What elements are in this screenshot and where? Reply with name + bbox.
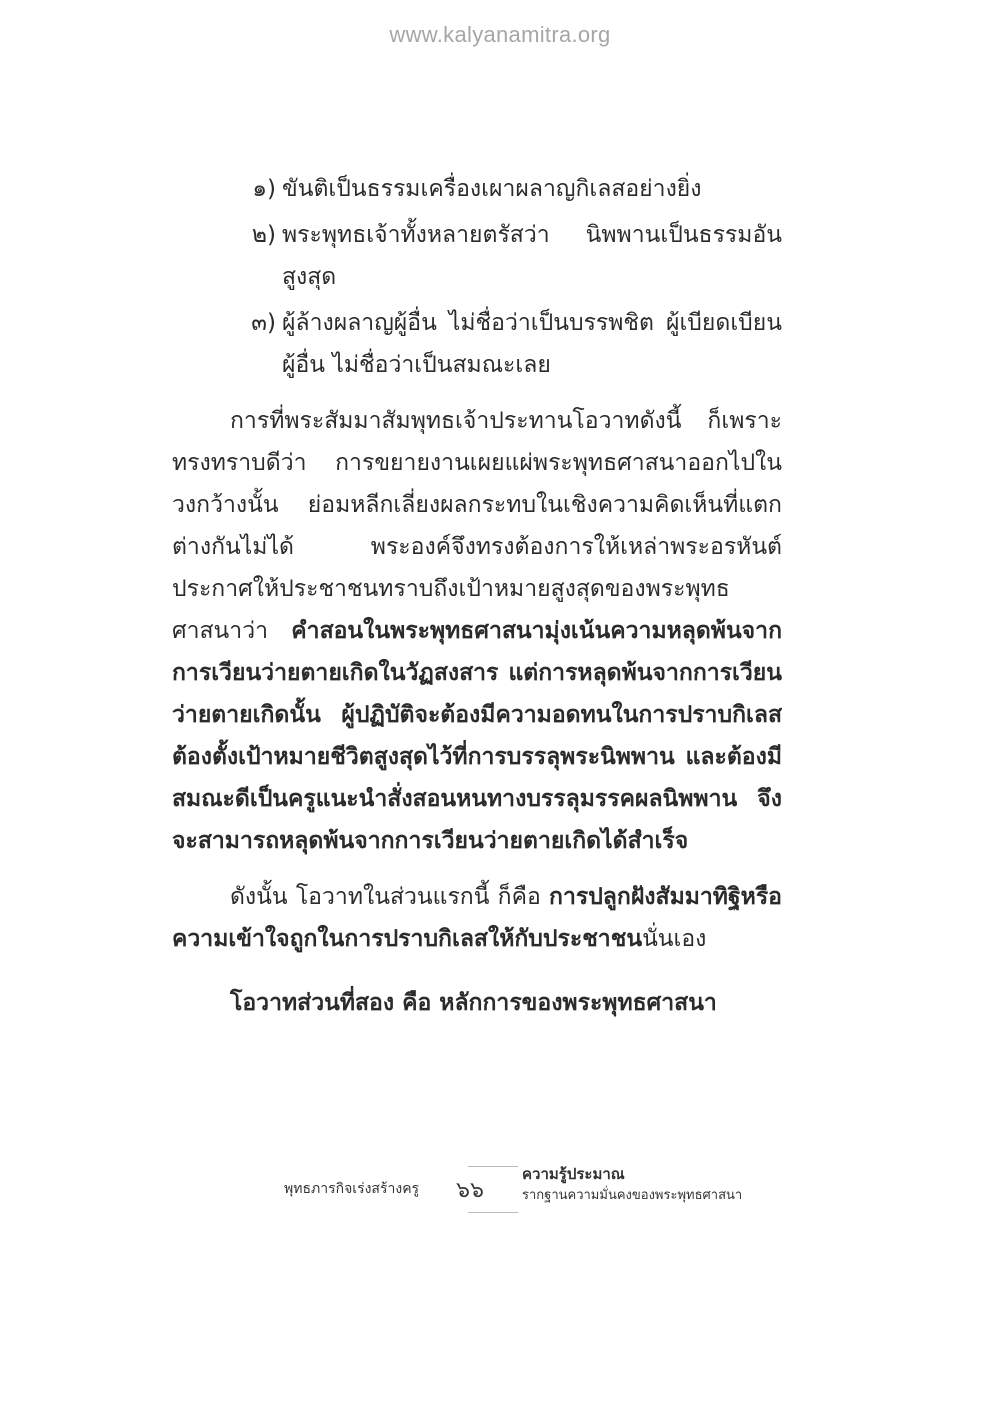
paragraph-1-text: การที่พระสัมมาสัมพุทธเจ้าประทานโอวาทดังนี้ ก็เพราะทรงทราบดีว่า การขยายงานเผยแผ่พระพุทธศาสนาออกไปในวงกว้างนั้น ย่อมหลีกเลี่ยงผลกระทบในเชิงความคิดเห็นที่แตกต่างกันไม่ได้ พระองค์จึงทรงต้องการให้เหล่าพระอรหันต์ประกาศให้ประชาชนทราบถึงเป้าหมายสูงสุดของพระพุทธศาสนาว่า bbox=[172, 408, 782, 644]
paragraph-1-bold-text: คำสอนในพระพุทธศาสนามุ่งเน้นความหลุดพ้นจากการเวียนว่ายตายเกิดในวัฏสงสาร แต่การหลุดพ้นจากการเวียนว่ายตายเกิดนั้น ผู้ปฏิบัติจะต้องมีความอดทนในการปราบกิเลส ต้องตั้งเป้าหมายชีวิตสูงสุดไว้ที่การบรรลุพระนิพพาน และต้องมีสมณะดีเป็นครูแนะนำสั่งสอนหนทางบรรลุมรรคผลนิพพาน จึงจะสามารถหลุดพ้นจากการเวียนว่ายตายเกิดได้สำเร็จ bbox=[172, 618, 782, 854]
footer-ornament-top bbox=[468, 1166, 518, 1167]
list-item bbox=[172, 168, 782, 210]
numbered-list bbox=[172, 168, 782, 386]
list-item-number: ๒) bbox=[251, 222, 276, 248]
footer-chapter-subtitle: รากฐานความมั่นคงของพระพุทธศาสนา bbox=[522, 1188, 743, 1203]
page-content bbox=[172, 168, 782, 1024]
footer-ornament-bottom bbox=[468, 1212, 518, 1213]
list-item-text: ผู้ล้างผลาญผู้อื่น ไม่ชื่อว่าเป็นบรรพชิต ผู้เบียดเบียนผู้อื่น ไม่ชื่อว่าเป็นสมณะเลย bbox=[282, 310, 782, 378]
list-item-number: ๓) bbox=[251, 310, 276, 336]
paragraph-2-bold-text: การปลูกฝังสัมมาทิฐิหรือความเข้าใจถูกในการปราบกิเลสให้กับประชาชน bbox=[172, 884, 782, 952]
page-footer bbox=[272, 1160, 772, 1220]
list-item bbox=[172, 214, 782, 298]
section-heading: โอวาทส่วนที่สอง คือ หลักการของพระพุทธศาสนา bbox=[230, 990, 717, 1016]
list-item bbox=[172, 302, 782, 386]
watermark-url: www.kalyanamitra.org bbox=[389, 22, 611, 47]
paragraph-2 bbox=[172, 876, 782, 960]
list-item-number: ๑) bbox=[252, 176, 276, 202]
paragraph-2-tail-text: นั่นเอง bbox=[642, 926, 707, 952]
footer-book-title: พุทธภารกิจเร่งสร้างครู bbox=[284, 1181, 420, 1197]
footer-chapter-title: ความรู้ประมาณ bbox=[522, 1165, 625, 1183]
page-number: ๖๖ bbox=[456, 1178, 484, 1203]
list-item-text: ขันติเป็นธรรมเครื่องเผาผลาญกิเลสอย่างยิ่ง bbox=[282, 176, 702, 202]
paragraph-2-text: ดังนั้น โอวาทในส่วนแรกนี้ ก็คือ bbox=[230, 884, 550, 910]
paragraph-1 bbox=[172, 400, 782, 862]
list-item-text: พระพุทธเจ้าทั้งหลายตรัสว่า นิพพานเป็นธรรมอันสูงสุด bbox=[282, 222, 782, 290]
